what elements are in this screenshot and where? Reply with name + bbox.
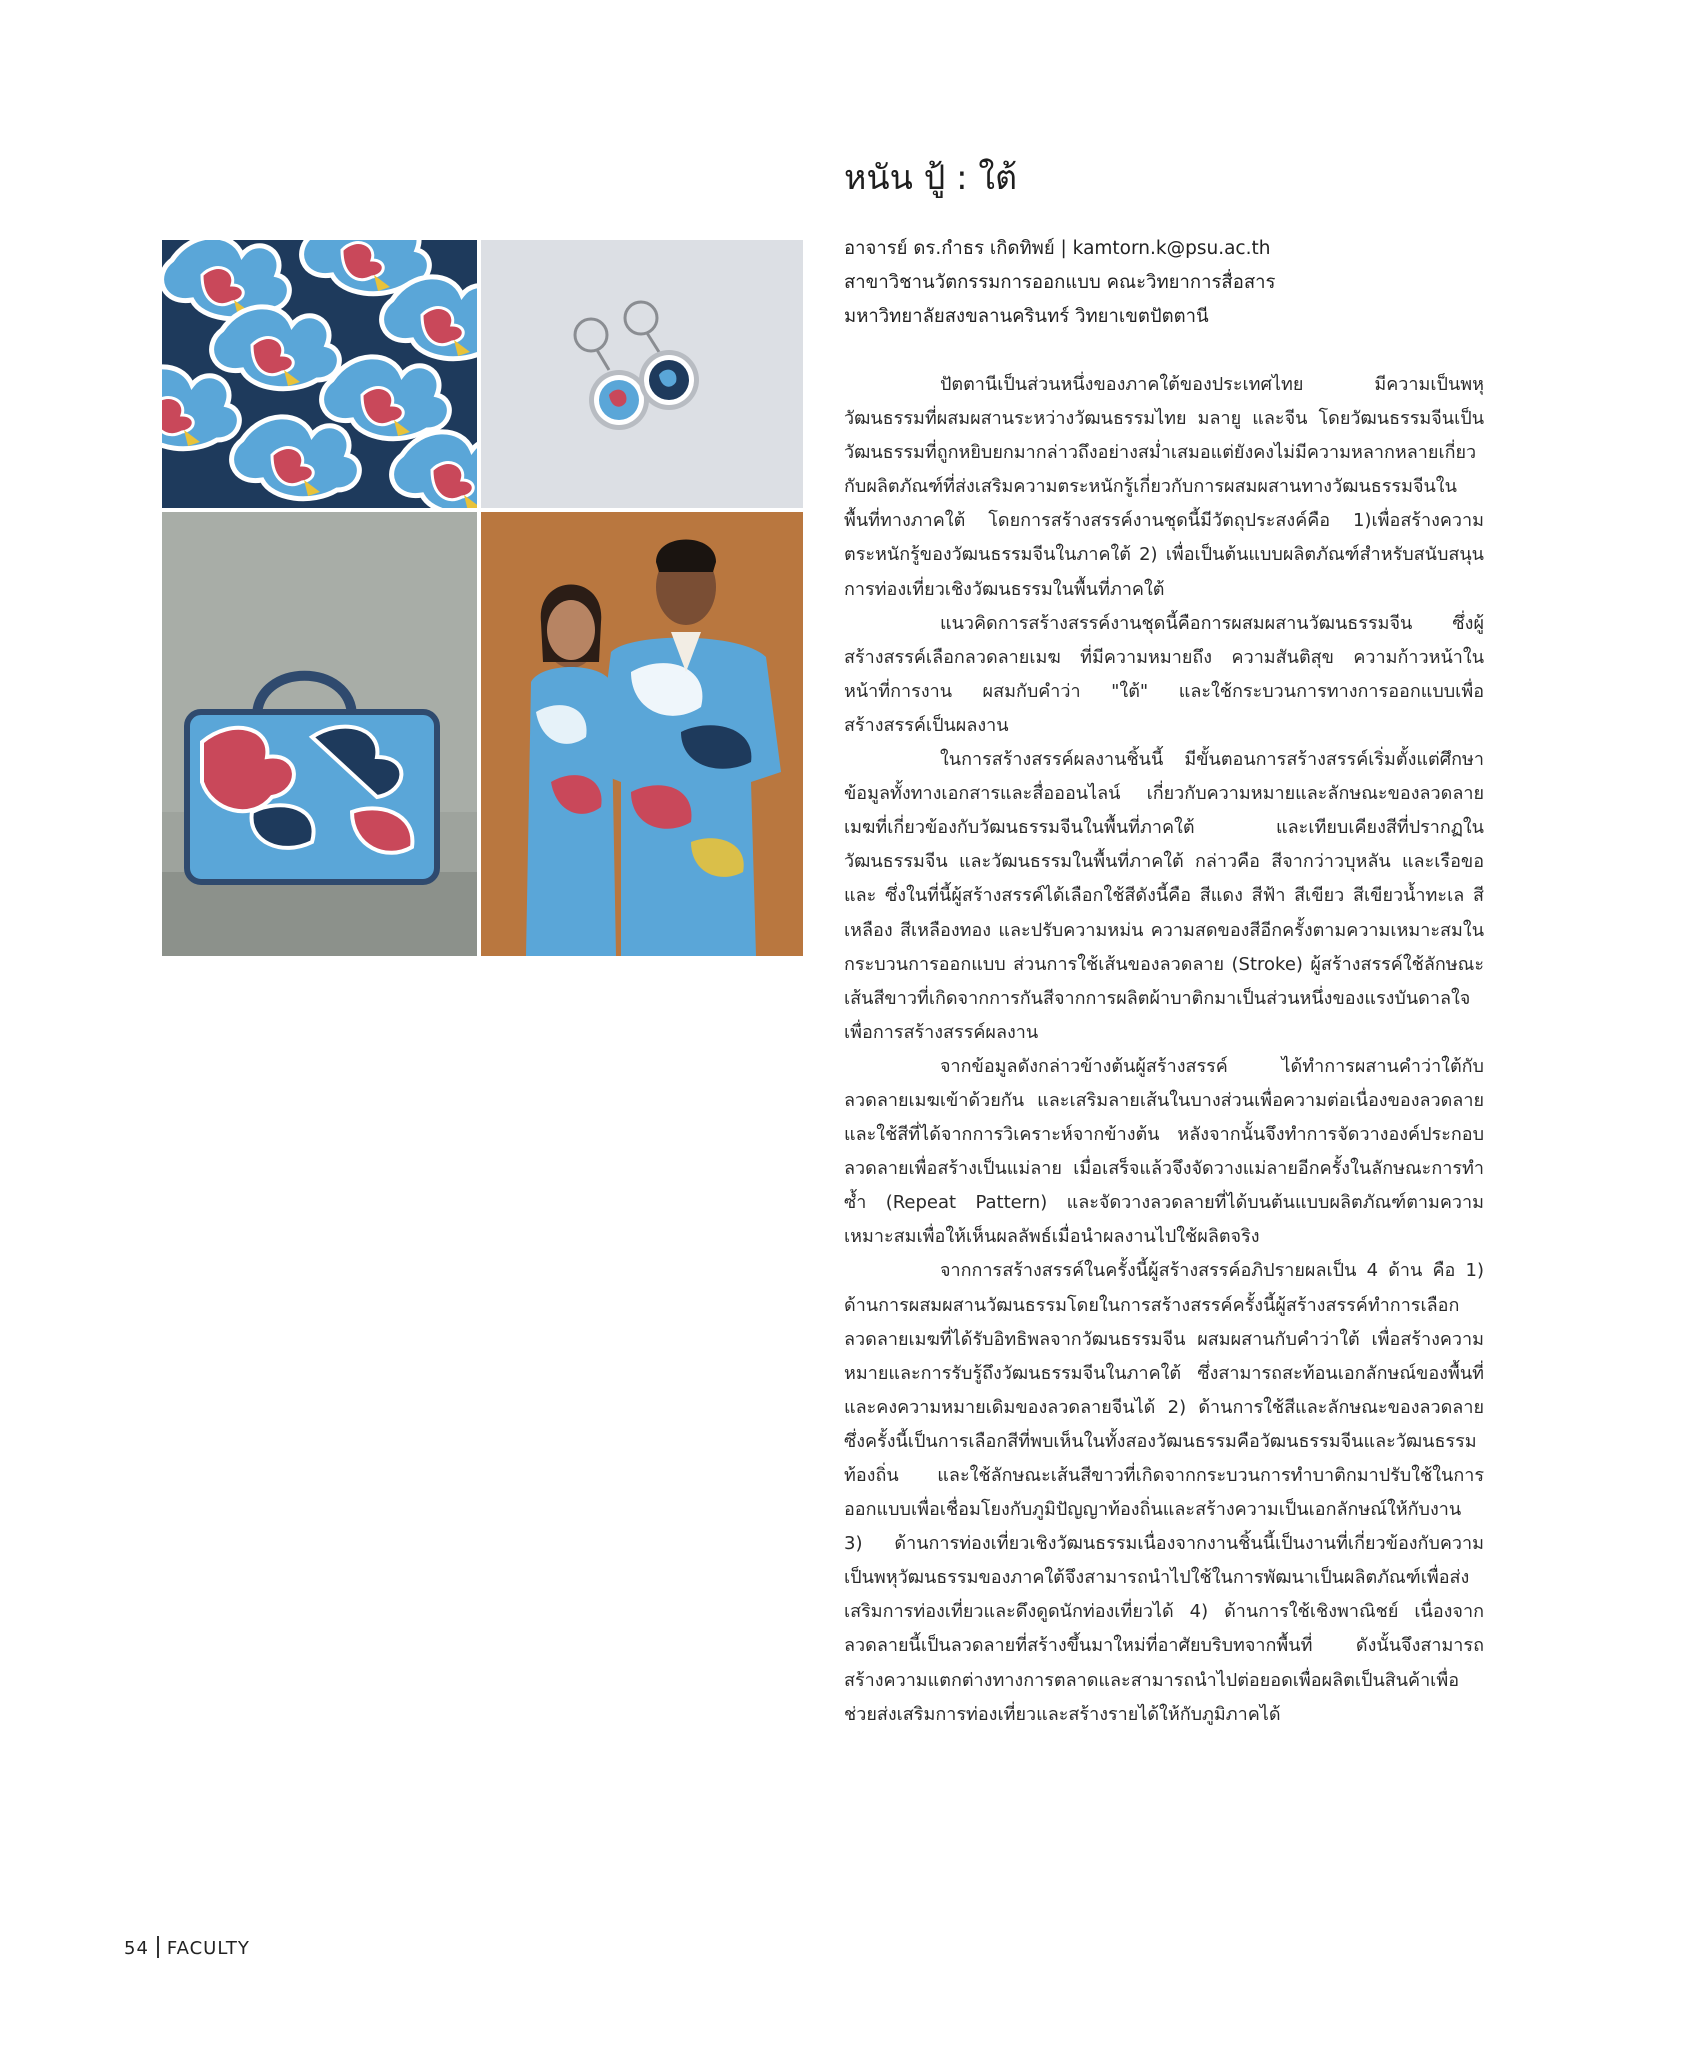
author-department: สาขาวิชานวัตกรรมการออกแบบ คณะวิทยาการสื่อสาร <box>844 272 1276 293</box>
page-number: 54 <box>124 1938 149 1959</box>
paragraph-2: แนวคิดการสร้างสรรค์งานชุดนี้คือการผสมผสานวัฒนธรรมจีน ซึ่งผู้สร้างสรรค์เลือกลวดลายเมฆ ที่มีความหมายถึง ความสันติสุข ความก้าวหน้าในหน้าที่การงาน ผสมกับคำว่า "ใต้" และใช้กระบวนการทางการออกแบบเพื่อสร้างสรรค์เป็นผลงาน <box>844 612 1484 736</box>
paragraph-4: จากข้อมูลดังกล่าวข้างต้นผู้สร้างสรรค์ ได้ทำการผสานคำว่าใต้กับลวดลายเมฆเข้าด้วยกัน และเสริมลายเส้นในบางส่วนเพื่อความต่อเนื่องของลวดลายและใช้สีที่ได้จากการวิเคราะห์จากข้างต้น หลังจากนั้นจึงทำการจัดวางองค์ประกอบลวดลายเพื่อสร้างเป็นแม่ลาย เมื่อเสร็จแล้วจึงจัดวางแม่ลายอีกครั้งในลักษณะการทำซ้ำ (Repeat Pattern) และจัดวางลวดลายที่ได้บนต้นแบบผลิตภัณฑ์ตามความเหมาะสมเพื่อให้เห็นผลลัพธ์เมื่อนำผลงานไปใช้ผลิตจริง <box>844 1055 1484 1248</box>
product-photo-collage <box>162 240 803 956</box>
paragraph-5: จากการสร้างสรรค์ในครั้งนี้ผู้สร้างสรรค์อภิปรายผลเป็น 4 ด้าน คือ 1) ด้านการผสมผสานวัฒนธรรมโดยในการสร้างสรรค์ครั้งนี้ผู้สร้างสรรค์ทำการเลือกลวดลายเมฆที่ได้รับอิทธิพลจากวัฒนธรรมจีน ผสมผสานกับคำว่าใต้ เพื่อสร้างความหมายและการรับรู้ถึงวัฒนธรรมจีนในภาคใต้ ซึ่งสามารถสะท้อนเอกลักษณ์ของพื้นที่และคงความหมายเดิมของลวดลายจีนได้ 2) ด้านการใช้สีและลักษณะของลวดลาย ซึ่งครั้งนี้เป็นการเลือกสีที่พบเห็นในทั้งสองวัฒนธรรมคือวัฒนธรรมจีนและวัฒนธรรมท้องถิ่น และใช้ลักษณะเส้นสีขาวที่เกิดจากกระบวนการทำบาติกมาปรับใช้ในการออกแบบเพื่อเชื่อมโยงกับภูมิปัญญาท้องถิ่นและสร้างความเป็นเอกลักษณ์ให้กับงาน 3) ด้านการท่องเที่ยวเชิงวัฒนธรรมเนื่องจากงานชิ้นนี้เป็นงานที่เกี่ยวข้องกับความเป็นพหุวัฒนธรรมของภาคใต้จึงสามารถนำไปใช้ในการพัฒนาเป็นผลิตภัณฑ์เพื่อส่งเสริมการท่องเที่ยวและดึงดูดนักท่องเที่ยวได้ 4) ด้านการใช้เชิงพาณิชย์ เนื่องจากลวดลายนี้เป็นลวดลายที่สร้างขึ้นมาใหม่ที่อาศัยบริบทจากพื้นที่ ดังนั้นจึงสามารถสร้างความแตกต่างทางการตลาดและสามารถนำไปต่อยอดเพื่อผลิตเป็นสินค้าเพื่อช่วยส่งเสริมการท่องเที่ยวและสร้างรายได้ให้กับภูมิภาคได้ <box>844 1260 1484 1725</box>
cloud-pattern-image <box>162 240 477 508</box>
models-portrait-image <box>481 512 803 956</box>
paragraph-1: ปัตตานีเป็นส่วนหนึ่งของภาคใต้ของประเทศไทย มีความเป็นพหุวัฒนธรรมที่ผสมผสานระหว่างวัฒนธรรมไทย มลายู และจีน โดยวัฒนธรรมจีนเป็นวัฒนธรรมที่ถูกหยิบยกมากล่าวถึงอย่างสม่ำเสมอแต่ยังคงไม่มีความหลากหลายเกี่ยวกับผลิตภัณฑ์ที่ส่งเสริมความตระหนักรู้เกี่ยวกับการผสมผสานทางวัฒนธรรมจีนในพื้นที่ทางภาคใต้ โดยการสร้างสรรค์งานชุดนี้มีวัตถุประสงค์คือ 1)เพื่อสร้างความตระหนักรู้ของวัฒนธรรมจีนในภาคใต้ 2) เพื่อเป็นต้นแบบผลิตภัณฑ์สำหรับสนับสนุนการท่องเที่ยวเชิงวัฒนธรรมในพื้นที่ภาคใต้ <box>844 374 1484 600</box>
footer-divider <box>157 1936 159 1958</box>
footer-section-label: FACULTY <box>166 1938 250 1959</box>
bag-image <box>162 512 477 956</box>
author-name-email: อาจารย์ ดร.กำธร เกิดทิพย์ | kamtorn.k@psu.ac.th <box>844 238 1271 259</box>
keychain-image <box>481 240 803 508</box>
article-body <box>844 368 1484 1732</box>
paragraph-3: ในการสร้างสรรค์ผลงานชิ้นนี้ มีขั้นตอนการสร้างสรรค์เริ่มตั้งแต่ศึกษาข้อมูลทั้งทางเอกสารและสื่อออนไลน์ เกี่ยวกับความหมายและลักษณะของลวดลายเมฆที่เกี่ยวข้องกับวัฒนธรรมจีนในพื้นที่ภาคใต้ และเทียบเคียงสีที่ปรากฏในวัฒนธรรมจีน และวัฒนธรรมในพื้นที่ภาคใต้ กล่าวคือ สีจากว่าวบุหลัน และเรือขอและ ซึ่งในที่นี้ผู้สร้างสรรค์ได้เลือกใช้สีดังนี้คือ สีแดง สีฟ้า สีเขียว สีเขียวน้ำทะเล สีเหลือง สีเหลืองทอง และปรับความหม่น ความสดของสีอีกครั้งตามความเหมาะสมในกระบวนการออกแบบ ส่วนการใช้เส้นของลวดลาย (Stroke) ผู้สร้างสรรค์ใช้ลักษณะเส้นสีขาวที่เกิดจากการกันสีจากการผลิตผ้าบาติกมาเป็นส่วนหนึ่งของแรงบันดาลใจเพื่อการสร้างสรรค์ผลงาน <box>844 749 1484 1043</box>
page-footer <box>124 1936 250 1959</box>
author-university: มหาวิทยาลัยสงขลานครินทร์ วิทยาเขตปัตตานี <box>844 306 1209 327</box>
author-block <box>844 232 1484 334</box>
article-title: หนัน ปู้ : ใต้ <box>844 158 1018 198</box>
